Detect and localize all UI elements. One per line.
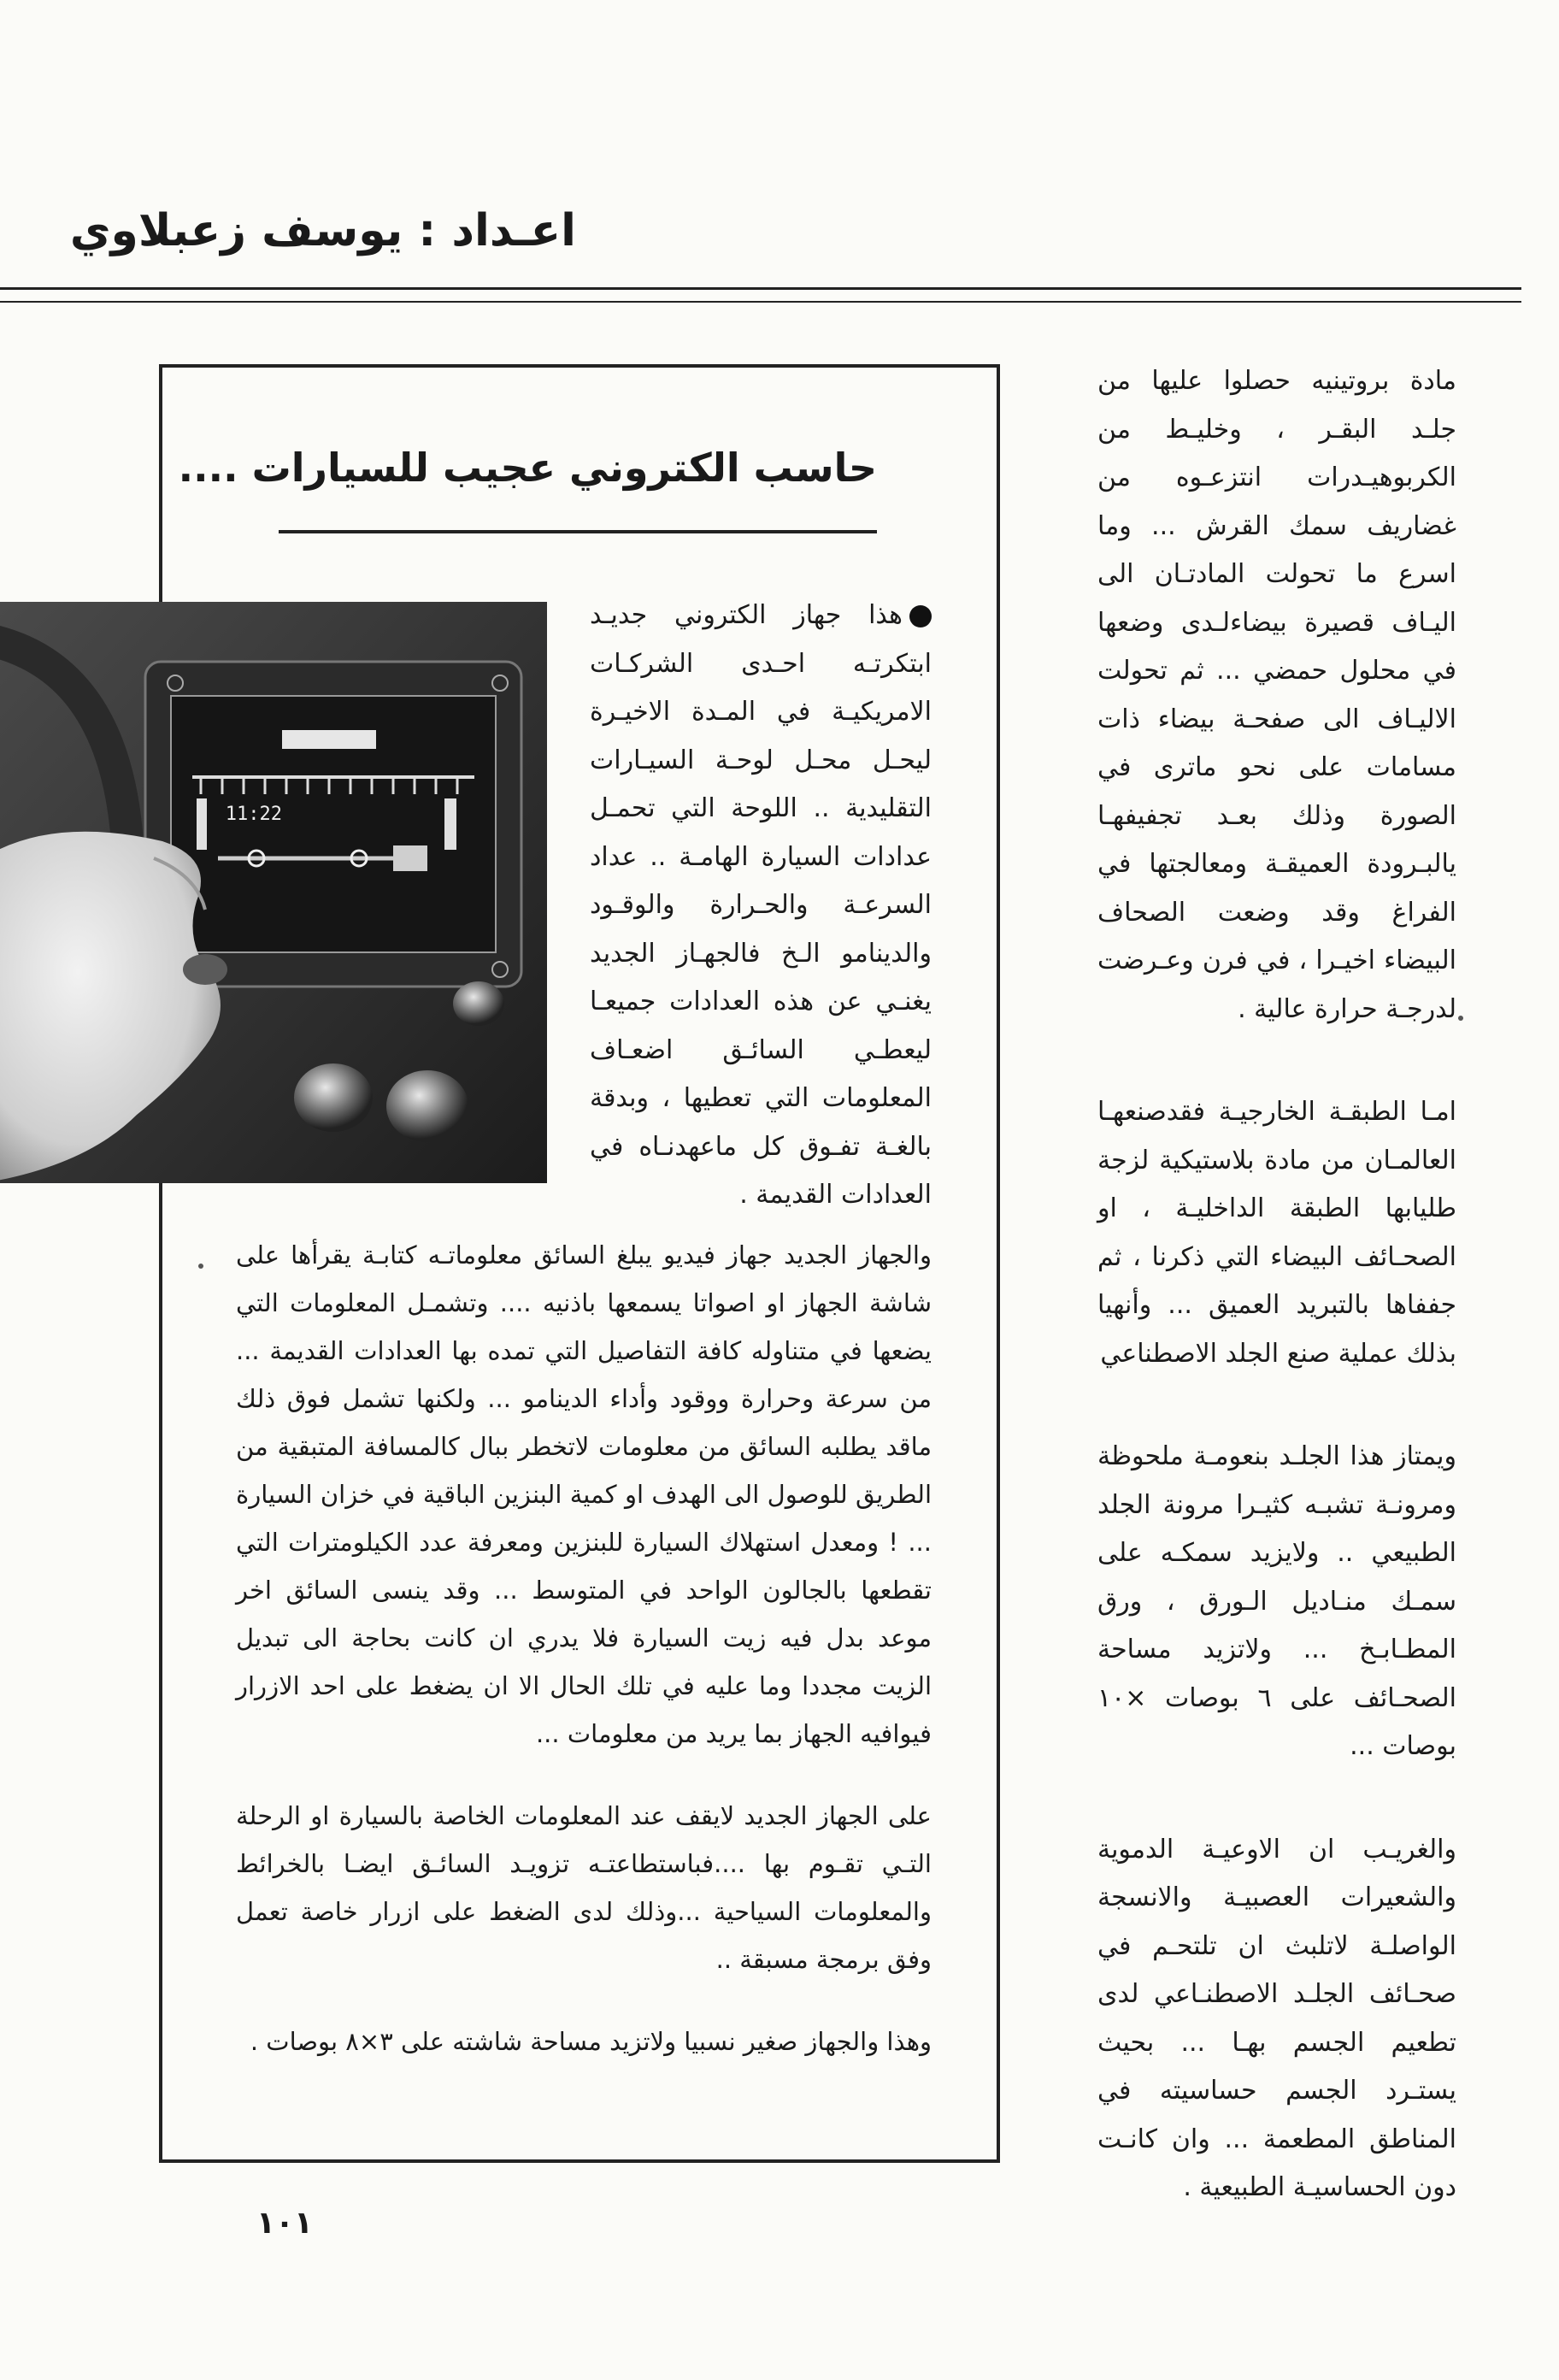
page-header: اعـداد : يوسف زعبلاوي bbox=[69, 205, 576, 256]
header-rule-thick bbox=[0, 287, 1521, 290]
right-column-paragraph: ويمتاز هذا الجلـد بنعومـة ملحوظة ومرونـة تشبـه كثيـرا مرونة الجلد الطبيعي .. ولايزيد سمكـه على سمـك منـاديل الـورق ، ورق المطـابـخ ... ولاتزيد مساحة الصحـائف على ٦ بوصات ×١٠ بوصات ... bbox=[1097, 1441, 1456, 1761]
article-intro-text: هذا جهاز الكتروني جديـد ابتكرتـه احـدى الشركـات الامريكيـة في المـدة الاخيـرة ليحـل محـل لوحـة السيـارات التقليدية .. اللوحة التي تحمـل عدادات السيارة الهامـة .. عداد السرعـة والحـرارة والوقـود والدينامو الـخ فالجهـاز الجديد يغنـي عن هذه العدادات جميعـا ليعطـي السائـق اضعـاف المعلومات التي تعطيها ، وبدقة بالغـة تفـوق كل ماعهدنـاه في العدادات القديمة . bbox=[590, 600, 932, 1210]
article-paragraph: على الجهاز الجديد لايقف عند المعلومات الخاصة بالسيارة او الرحلة التـي تقـوم بها ....فباستطاعتـه تزويـد السائـق ايضـا بالخرائط والمعلومات السياحية ...وذلك لدى الضغط على ازرار خاصة تعمل وفق برمجة مسبقة .. bbox=[236, 1801, 932, 1974]
dashboard-photo bbox=[0, 602, 547, 1183]
article-intro bbox=[590, 592, 932, 1220]
stray-mark bbox=[1458, 1016, 1463, 1021]
bullet-icon bbox=[909, 605, 932, 627]
article-paragraph: وهذا والجهاز صغير نسبيا ولاتزيد مساحة شاشته على ٣×٨ بوصات . bbox=[250, 2027, 932, 2056]
dashboard-photo-image bbox=[0, 602, 547, 1183]
dashboard-clock: 11:22 bbox=[225, 804, 282, 825]
right-column-paragraph: والغريـب ان الاوعيـة الدموية والشعيرات العصبيـة والانسجة الواصلـة لاتلبث ان تلتحـم في صحـائف الجلـد الاصطنـاعي لدى تطعيم الجسم بهـا ... بحيث يستـرد الجسم حساسيته في المناطق المطعمة ... وان كانـت دون الحساسيـة الطبيعية . bbox=[1097, 1834, 1456, 2202]
right-column-paragraph: مادة بروتينيه حصلوا عليها من جلـد البقـر ، وخليـط من الكربوهيـدرات انتزعـوه من غضاريف سمك القرش ... وما اسرع ما تحولت المادتـان الى اليـاف قصيرة بيضاءلـدى وضعها في محلول حمضي ... ثم تحولت الاليـاف الى صفحـة بيضاء ذات مسامات على نحو ماترى في الصورة وذلك بعـد تجفيفهـا يالبـرودة العميقـة ومعالجتها في الفراغ وقد وضعت الصحاف البيضاء اخيـرا ، في فرن وعـرضت لدرجـة حرارة عالية . bbox=[1097, 366, 1456, 1024]
article-body bbox=[236, 1231, 932, 2100]
right-column bbox=[1097, 357, 1456, 2267]
article-title-rule bbox=[279, 530, 877, 533]
page-number: ١٠١ bbox=[256, 2206, 313, 2241]
stray-mark bbox=[198, 1264, 203, 1269]
header-rule-thin bbox=[0, 301, 1521, 303]
right-column-paragraph: امـا الطبقـة الخارجيـة فقدصنعهـا العالمـان من مادة بلاستيكية لزجة طليابها الطبقة الداخليـة ، او الصحـائف البيضاء التي ذكرنا ، ثم جففاها بالتبريد العميق ... وأنهيا بذلك عملية صنع الجلد الاصطناعي bbox=[1097, 1097, 1456, 1369]
article-paragraph: والجهاز الجديد جهاز فيديو يبلغ السائق معلوماتـه كتابـة يقرأها على شاشة الجهاز او اصواتا يسمعها باذنيه .... وتشمـل المعلومات التي يضعها في متناوله كافة التفاصيل التي تمده بها العدادات القديمة ... من سرعة وحرارة ووقود وأداء الدينامو ... ولكنها تشمل فوق ذلك ماقد يطلبه السائق من معلومات لاتخطر ببال كالمسافة المتبقية من الطريق للوصول الى الهدف او كمية البنزين الباقية في خزان السيارة ... ! ومعدل استهلاك السيارة للبنزين ومعرفة عدد الكيلومترات التي تقطعها بالجالون الواحد في المتوسط ... وقد ينسى السائق اخر موعد بدل فيه زيت السيارة فلا يدري ان كانت بحاجة الى تبديل الزيت مجددا وما عليه في تلك الحال الا ان يضغط على احد الازرار فيوافيه الجهاز بما يريد من معلومات ... bbox=[236, 1240, 932, 1748]
article-title: حاسب الكتروني عجيب للسيارات .... bbox=[178, 445, 877, 491]
